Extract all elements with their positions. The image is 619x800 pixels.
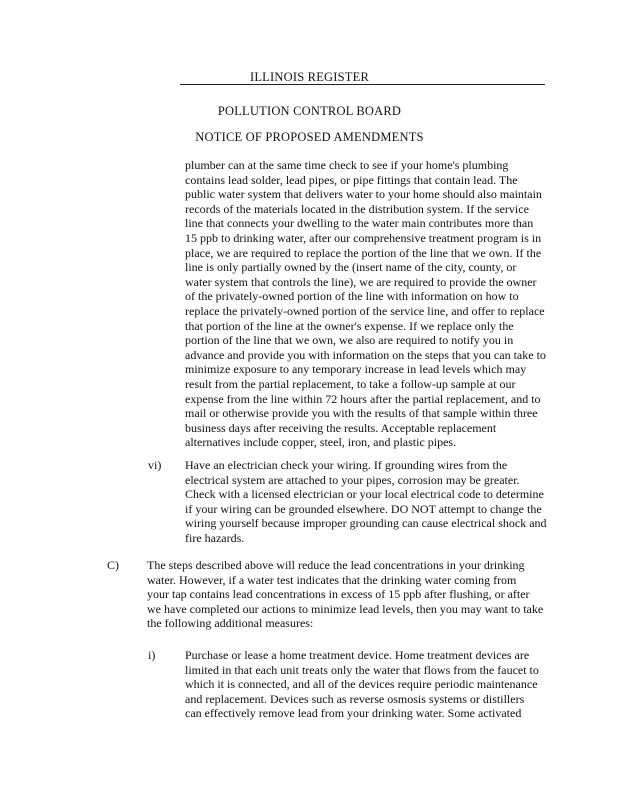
text-line: water. However, if a water test indicates that the drinking water coming from bbox=[147, 572, 517, 587]
item-marker-vi: vi) bbox=[148, 458, 162, 472]
text-line: and replacement. Devices such as reverse osmosis systems or distillers bbox=[185, 691, 525, 706]
notice-title: NOTICE OF PROPOSED AMENDMENTS bbox=[195, 130, 424, 144]
text-line: Have an electrician check your wiring. If grounding wires from the bbox=[185, 458, 508, 472]
item-marker-c: C) bbox=[107, 558, 119, 572]
text-line: contains lead solder, lead pipes, or pipe fittings that contain lead. The bbox=[185, 172, 518, 187]
text-line: fire hazards. bbox=[185, 530, 245, 545]
text-line: place, we are required to replace the portion of the line that we own. If the bbox=[185, 245, 542, 260]
header-rule bbox=[180, 84, 545, 85]
register-title: ILLINOIS REGISTER bbox=[249, 70, 369, 84]
board-title: POLLUTION CONTROL BOARD bbox=[217, 104, 402, 118]
text-line: public water system that delivers water to your home should also maintain bbox=[185, 187, 542, 202]
item-i-paragraph bbox=[185, 648, 539, 721]
item-c-paragraph bbox=[147, 558, 543, 631]
text-line: line that connects your dwelling to the water main contributes more than bbox=[185, 216, 534, 231]
text-line: plumber can at the same time check to see if your home's plumbing bbox=[185, 158, 509, 172]
text-line: minimize exposure to any temporary increase in lead levels which may bbox=[185, 362, 527, 377]
text-line: of the privately-owned portion of the line with information on how to bbox=[185, 289, 519, 304]
text-line: mail or otherwise provide you with the results of that sample within three bbox=[185, 406, 538, 421]
text-line: advance and provide you with information on the steps that you can take to bbox=[185, 347, 546, 362]
text-line: limited in that each unit treats only the water that flows from the faucet to bbox=[185, 662, 539, 677]
text-line: your tap contains lead concentrations in excess of 15 ppb after flushing, or after bbox=[147, 587, 530, 602]
text-line: electrical system are attached to your pipes, corrosion may be greater. bbox=[185, 472, 520, 487]
item-marker-i: i) bbox=[148, 648, 156, 662]
text-line: result from the partial replacement, to take a follow-up sample at our bbox=[185, 376, 516, 391]
text-line: if your wiring can be grounded elsewhere. DO NOT attempt to change the bbox=[185, 501, 542, 516]
text-line: the following additional measures: bbox=[147, 616, 314, 631]
text-line: which it is connected, and all of the devices require periodic maintenance bbox=[185, 677, 538, 692]
text-line: records of the materials located in the distribution system. If the service bbox=[185, 201, 529, 216]
text-line: can effectively remove lead from your drinking water. Some activated bbox=[185, 706, 522, 721]
text-line: wiring yourself because improper grounding can cause electrical shock and bbox=[185, 516, 547, 531]
text-line: 15 ppb to drinking water, after our comprehensive treatment program is in bbox=[185, 230, 542, 245]
continuation-paragraph bbox=[185, 158, 546, 450]
text-line: we have completed our actions to minimize lead levels, then you may want to take bbox=[147, 601, 544, 616]
text-line: Check with a licensed electrician or your local electrical code to determine bbox=[185, 487, 544, 502]
text-line: line is only partially owned by the (insert name of the city, county, or bbox=[185, 260, 517, 275]
text-line: Purchase or lease a home treatment device. Home treatment devices are bbox=[185, 648, 530, 662]
item-vi-paragraph bbox=[185, 458, 547, 546]
text-line: that portion of the line at the owner's expense. If we replace only the bbox=[185, 318, 514, 333]
text-line: business days after receiving the results. Acceptable replacement bbox=[185, 420, 497, 435]
text-line: alternatives include copper, steel, iron, and plastic pipes. bbox=[185, 435, 457, 450]
text-line: expense from the line within 72 hours after the partial replacement, and to bbox=[185, 391, 541, 406]
text-line: water system that controls the line), we are required to provide the owner bbox=[185, 274, 537, 289]
text-line: replace the privately-owned portion of the service line, and offer to replace bbox=[185, 303, 545, 318]
text-line: The steps described above will reduce the lead concentrations in your drinking bbox=[147, 558, 525, 572]
text-line: portion of the line that we own, we also are required to notify you in bbox=[185, 333, 514, 348]
